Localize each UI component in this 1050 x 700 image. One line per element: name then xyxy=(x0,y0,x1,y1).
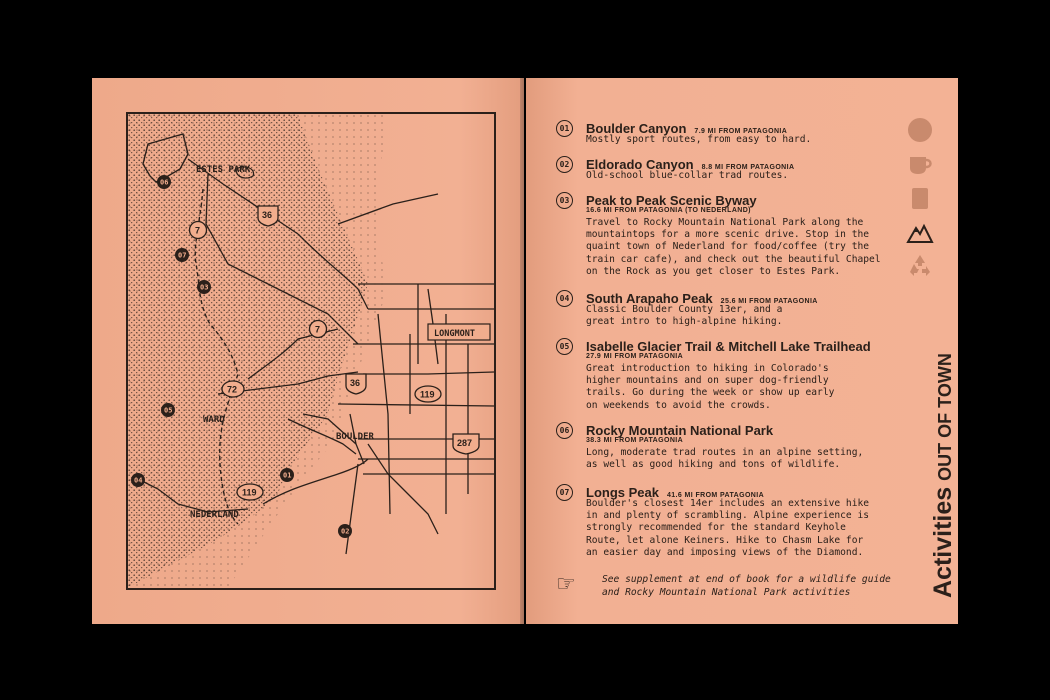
route-7-upper-label: 7 xyxy=(195,225,201,236)
activity-number: 04 xyxy=(556,290,573,307)
marker-01-label: 01 xyxy=(283,471,292,480)
activity-description: Mostly sport routes, from easy to hard. xyxy=(586,134,812,145)
activity-distance: 16.6 MI FROM PATAGONIA (TO NEDERLAND) xyxy=(586,207,751,214)
route-7-lower-label: 7 xyxy=(315,324,321,335)
route-36-south-label: 36 xyxy=(350,378,361,388)
marker-03 xyxy=(197,280,211,294)
section-title-main: Activities xyxy=(929,486,957,598)
activity-description: Boulder's closest 14er includes an extensive hike in and plenty of scrambling. Alpine experience is strongly recommended for the standard Keyhole Route, let alone Keiners. Hike to Chasm Lake for an easier day and imposing views of the Diamond. xyxy=(586,498,870,558)
activity-number: 06 xyxy=(556,422,573,439)
section-title xyxy=(929,353,958,598)
activity-distance: 7.9 MI FROM PATAGONIA xyxy=(694,128,788,135)
left-page xyxy=(92,78,524,624)
activity-name: Boulder Canyon xyxy=(586,121,687,136)
activity-number: 05 xyxy=(556,338,573,355)
activity-number: 07 xyxy=(556,484,573,501)
activity-description: Travel to Rocky Mountain National Park along the mountaintops for a more scenic drive. Stop in the quaint town of Nederland for food/coffee (try the train car cafe), and check out the beautiful Chapel on the Rock as you get closer to Estes Park. xyxy=(586,217,881,277)
pointing-hand-icon: ☞ xyxy=(556,572,576,597)
right-page xyxy=(526,78,958,624)
area-map xyxy=(126,112,496,590)
marker-02 xyxy=(338,524,352,538)
marker-06-label: 06 xyxy=(160,178,169,187)
label-nederland: NEDERLAND xyxy=(190,510,239,520)
route-shield-119-east xyxy=(415,386,441,402)
marker-06 xyxy=(157,175,171,189)
route-119-west-label: 119 xyxy=(242,487,257,498)
marker-04 xyxy=(131,473,145,487)
activity-number: 01 xyxy=(556,120,573,137)
activity-distance: 41.6 MI FROM PATAGONIA xyxy=(666,492,765,499)
route-shield-119-west xyxy=(237,484,263,500)
marker-07 xyxy=(175,248,189,262)
marker-07-label: 07 xyxy=(178,251,187,260)
marker-01 xyxy=(280,468,294,482)
activity-description: Classic Boulder County 13er, and a great intro to high-alpine hiking. xyxy=(586,304,783,328)
activity-distance: 27.9 MI FROM PATAGONIA xyxy=(586,353,684,360)
activity-name: Isabelle Glacier Trail & Mitchell Lake Trailhead xyxy=(586,339,871,354)
label-estes-park: ESTES PARK xyxy=(196,165,251,175)
route-shield-7-lower xyxy=(310,321,327,338)
marker-04-label: 04 xyxy=(134,476,143,485)
glass-icon xyxy=(906,184,934,212)
mountain-icon xyxy=(906,218,934,246)
activity-name: South Arapaho Peak xyxy=(586,291,713,306)
label-ward: WARD xyxy=(203,415,225,425)
activity-description: Old-school blue-collar trad routes. xyxy=(586,170,789,181)
coffee-cup-icon xyxy=(906,150,934,178)
activity-name: Peak to Peak Scenic Byway xyxy=(586,193,757,208)
label-boulder: BOULDER xyxy=(336,432,374,442)
route-119-east-label: 119 xyxy=(420,389,435,400)
map-drawing xyxy=(128,114,494,588)
activity-description: Great introduction to hiking in Colorado's higher mountains and on super dog-friendly trails. Go during the week or show up early on weekends to avoid the crowds. xyxy=(586,363,835,411)
route-shield-7-upper xyxy=(190,222,207,239)
activity-number: 02 xyxy=(556,156,573,173)
label-longmont: LONGMONT xyxy=(434,329,475,339)
marker-05 xyxy=(161,403,175,417)
section-title-sub: OUT OF TOWN xyxy=(935,353,955,481)
activity-distance: 25.6 MI FROM PATAGONIA xyxy=(720,298,818,305)
booklet-spread xyxy=(92,78,958,624)
route-287-label: 287 xyxy=(457,438,473,448)
route-72-label: 72 xyxy=(227,384,238,395)
activity-distance: 38.3 MI FROM PATAGONIA xyxy=(586,437,684,444)
marker-02-label: 02 xyxy=(341,527,350,536)
route-shield-72 xyxy=(222,381,244,397)
supplement-note-text: See supplement at end of book for a wildlife guide and Rocky Mountain National Park activities xyxy=(602,574,891,598)
marker-03-label: 03 xyxy=(200,283,209,292)
route-shield-36-south xyxy=(346,374,366,394)
activity-name: Longs Peak xyxy=(586,485,659,500)
route-36-north-label: 36 xyxy=(262,210,273,220)
marker-05-label: 05 xyxy=(164,406,173,415)
recycle-icon xyxy=(906,252,934,280)
circle-icon xyxy=(906,116,934,144)
activity-name: Rocky Mountain National Park xyxy=(586,423,774,438)
activity-description: Long, moderate trad routes in an alpine setting, as well as good hiking and tons of wildlife. xyxy=(586,447,864,471)
activity-distance: 8.8 MI FROM PATAGONIA xyxy=(701,164,795,171)
route-shield-287 xyxy=(453,434,479,454)
route-shield-36-north xyxy=(258,206,278,226)
activity-number: 03 xyxy=(556,192,573,209)
activity-name: Eldorado Canyon xyxy=(586,157,694,172)
